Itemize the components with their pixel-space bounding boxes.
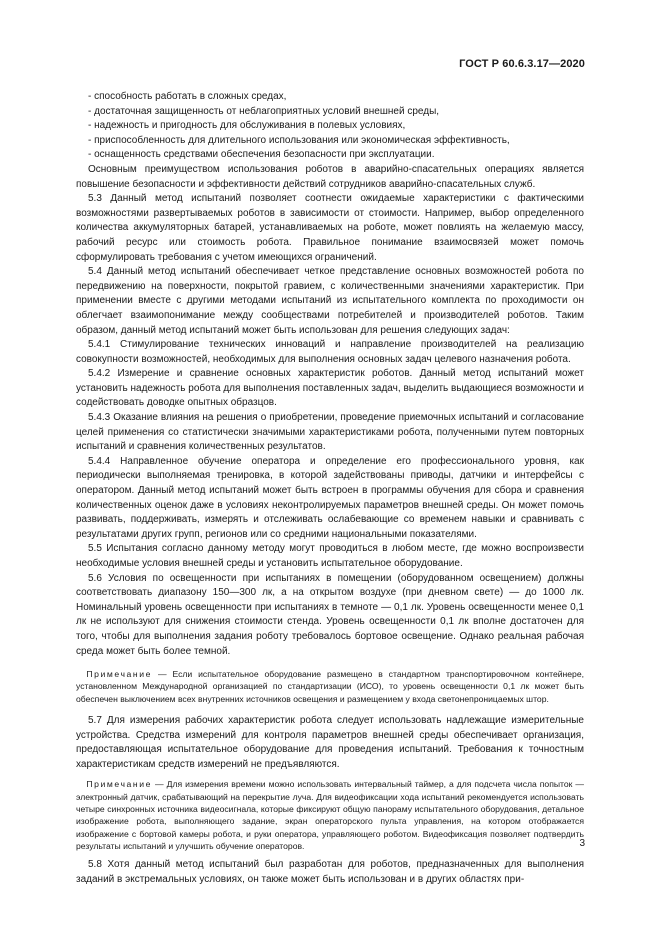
paragraph-5-7: 5.7 Для измерения рабочих характеристик робота следует использовать надлежащие измерительные устройства. Средства измерений для контроля параметров внешней среды обеспечивает организация, предоставляющая испытательное оборудование для проведения испытаний. Требования к точностным характеристикам средств измерений не предъявляются. (76, 715, 584, 770)
page-number: 3 (579, 838, 585, 849)
note-2 (76, 778, 584, 852)
note-1-text: — Если испытательное оборудование размещено в стандартном транспортировочном контейнере, установленном Международной организацией по стандартизации (ИСО), то уровень освещенности 0,1 лк может быть обеспечен выключением всех внутренних источников освещения и размещением у входа светонепроницаемых штор. (76, 669, 585, 704)
paragraph-main-advantage: Основным преимуществом использования роботов в аварийно-спасательных операциях является повышение безопасности и эффективности действий сотрудников аварийно-спасательных служб. (76, 163, 584, 190)
note-label: Примечание (86, 779, 153, 790)
list-item: - надежность и пригодность для обслуживания в полевых условиях, (88, 120, 406, 132)
note-1 (76, 668, 584, 705)
paragraph-5-3: 5.3 Данный метод испытаний позволяет соотнести ожидаемые характеристики с фактическими возможностями развертываемых роботов в зависимости от стоимости. Например, выбор определенного количества аккумуляторных батарей, устанавливаемых на роботе, может повлиять на желаемую массу, рабочий ресурс или стоимость робота. Правильное понимание взаимосвязей может помочь сформулировать требования с учетом имеющихся ограничений. (76, 193, 584, 263)
note-label: Примечание (86, 669, 153, 680)
paragraph-5-4: 5.4 Данный метод испытаний обеспечивает четкое представление основных возможностей робота по передвижению на поверхности, покрытой гравием, с количественными значениями характеристик. При применении вместе с другими методами испытаний из испытательного комплекта по проходимости он облегчает взаимопонимание между сообществами потребителей и производителей роботов. Таким образом, данный метод испытаний может быть использован для решения следующих задач: (76, 266, 584, 336)
paragraph-5-5: 5.5 Испытания согласно данному методу могут проводиться в любом месте, где можно воспроизвести необходимые условия внешней среды и установить испытательное оборудование. (76, 543, 584, 569)
list-item: - оснащенность средствами обеспечения безопасности при эксплуатации. (88, 149, 435, 161)
note-2-text: — Для измерения времени можно использовать интервальный таймер, а для подсчета числа попыток — электронный датчик, срабатывающий на перекрытие луча. Для видеофиксации хода испытаний рекомендуется использовать четыре синхронных источника видеосигнала, которые фиксируют общую панораму испытательного оборудования, детальное изображение робота, выполняющего задание, экран операторского пульта управления, на котором отображается изображение с бортовой камеры робота, и руки оператора, управляющего роботом. Видеофиксация позволяет подтвердить результаты испытаний и улучшить обучение операторов. (76, 779, 584, 851)
list-item: - способность работать в сложных средах, (88, 91, 287, 102)
paragraph-5-4-2: 5.4.2 Измерение и сравнение основных характеристик роботов. Данный метод испытаний может установить надежность робота для выполнения поставленных задач, выделить выдающиеся возможности и содействовать доводке опытных образцов. (76, 368, 584, 409)
list-item: - достаточная защищенность от неблагоприятных условий внешней среды, (88, 105, 440, 117)
paragraph-5-8: 5.8 Хотя данный метод испытаний был разработан для роботов, предназначенных для выполнения заданий в экстремальных условиях, он также может быть использован и в других областях при- (76, 859, 584, 885)
paragraph-5-4-1: 5.4.1 Стимулирование технических инноваций и направление производителей на реализацию совокупности возможностей, необходимых для выполнения основных задач целевого назначения робота. (76, 339, 584, 365)
list-item: - приспособленность для длительного использования или экономическая эффективность, (88, 134, 510, 146)
paragraph-5-6: 5.6 Условия по освещенности при испытаниях в помещении (оборудованном освещением) должны соответствовать диапазону 150—300 лк, а на открытом воздухе (при дневном свете) — до 1000 лк. Номинальный уровень освещенности при испытаниях в темноте — 0,1 лк. Уровень освещенности менее 0,1 лк не используют для снижения стоимости стенда. Уровень освещенности 0,1 лк вполне достаточен для того, чтобы для выполнения задания роботу требовалось бортовое освещение. Однако реальная рабочая среда может быть более темной. (76, 572, 584, 657)
paragraph-5-4-4: 5.4.4 Направленное обучение оператора и определение его профессионального уровня, как периодически выполняемая тренировка, в которой задействованы приводы, датчики и интерфейсы с оператором. Данный метод испытаний может быть встроен в программы обучения для сбора и сравнения количественных оценок даже в условиях неконтролируемых параметров внешней среды. Он может помочь развивать, поддерживать, измерять и отслеживать ослабевающие со временем навыки и сравнивать с результатами других групп, регионов или со средними национальными показателями. (76, 455, 584, 540)
document-designation: ГОСТ Р 60.6.3.17—2020 (459, 58, 585, 70)
page-content (76, 90, 584, 887)
paragraph-5-4-3: 5.4.3 Оказание влияния на решения о приобретении, проведение приемочных испытаний и согласование целей применения со статистически значимыми характеристиками робота, полученными путем повторных испытаний и сравнения количественных результатов. (76, 412, 584, 453)
